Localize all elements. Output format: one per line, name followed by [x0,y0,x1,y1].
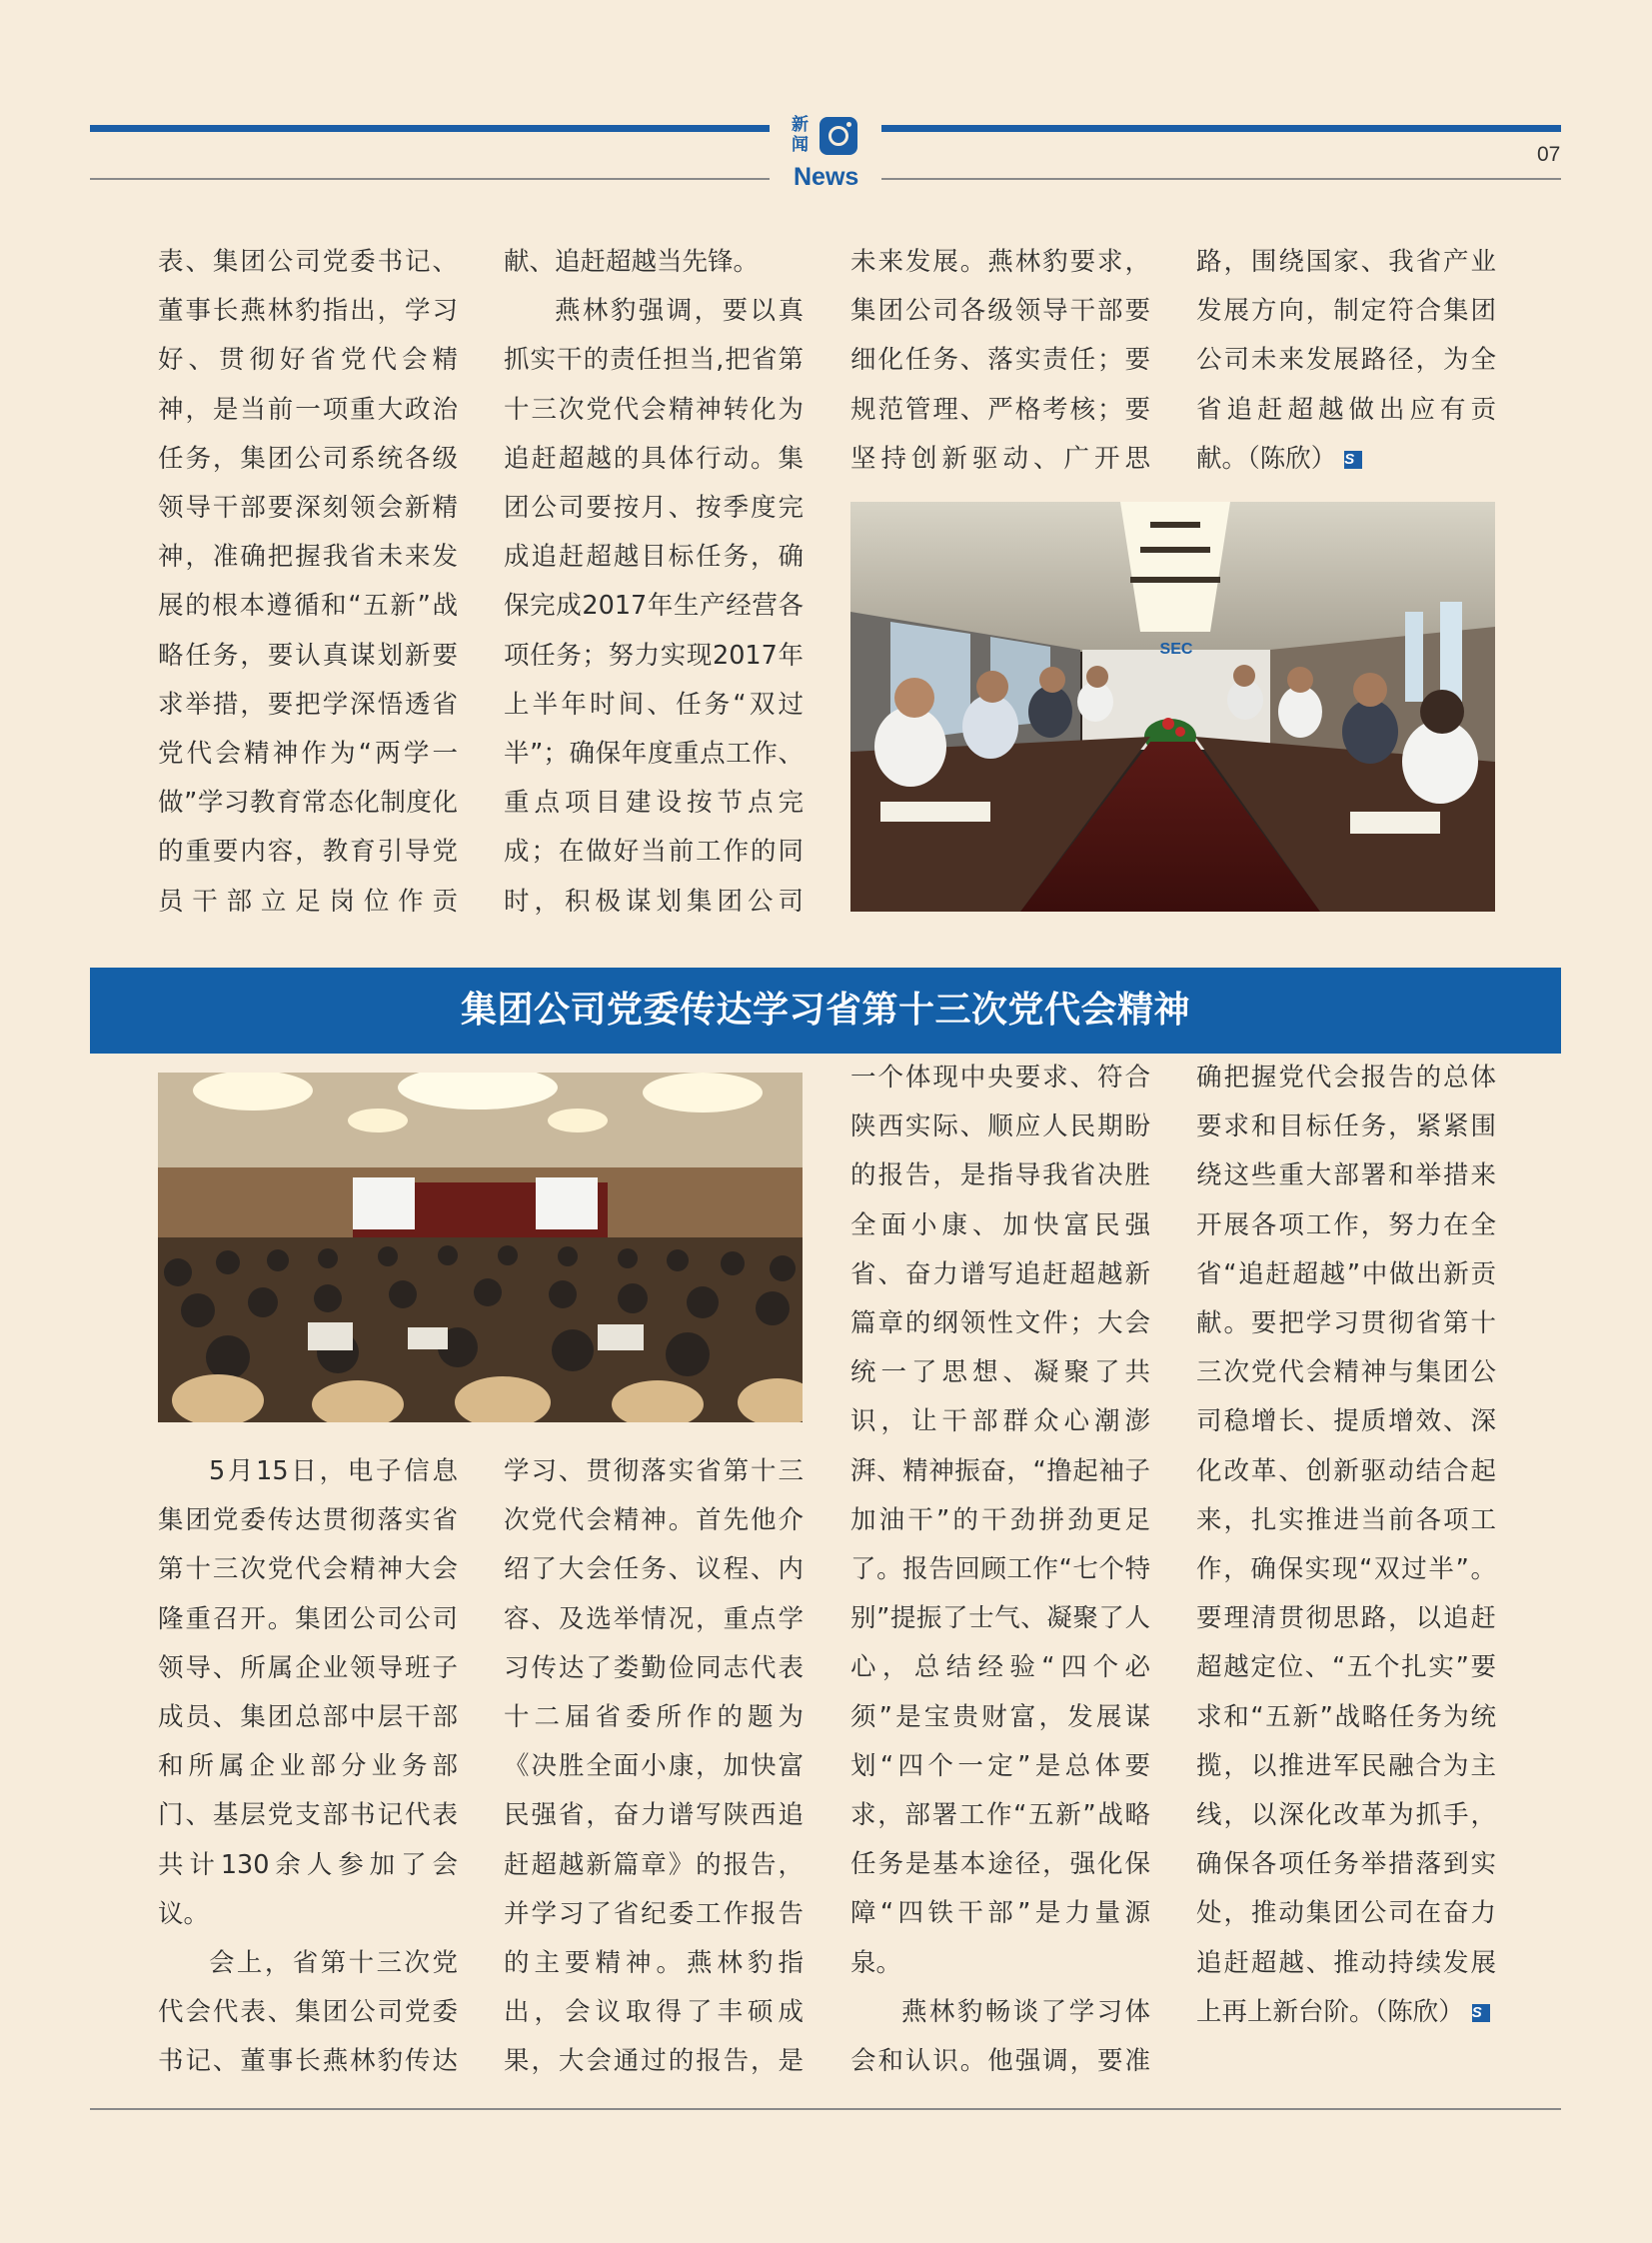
s-end-mark-icon: S [1344,451,1362,469]
article2-col4-span: 确把握党代会报告的总体要求和目标任务，紧紧围绕这些重大部署和举措来开展各项工作，努力在全省“追赶超越”中做出新贡献。要把学习贯彻省第十三次党代会精神与集团公司稳增长、提质增效、深化改革、创新驱动结合起来，扎实推进当前各项工作，确保实现“双过半”。要理清贯彻思路，以追赶超越定位、“五个扎实”要求和“五新”战略任务为统揽，以推进军民融合为主线，以深化改革为抓手，确保各项任务举措落到实处，推动集团公司在奋力追赶超越、推动持续发展上再上新台阶。（陈欣） [1196,1063,1496,2027]
footer-rule [90,2108,1561,2110]
article1-col4-text [1196,238,1496,484]
article1-col4-span: 路，围绕国家、我省产业发展方向，制定符合集团公司未来发展路径，为全省追赶超越做出应有贡献。（陈欣） [1196,247,1496,474]
news-logo [792,113,861,193]
page-number: 07 [1537,143,1561,166]
article2-col3-p2: 燕林豹畅谈了学习体会和认识。他强调，要准 [850,1996,1150,2077]
article1-col1-text: 表、集团公司党委书记、董事长燕林豹指出，学习好、贯彻好省党代会精神，是当前一项重大政治任务，集团公司系统各级领导干部要深刻领会新精神，准确把握我省未来发展的根本遵循和“五新”战略任务，要认真谋划新要求举措，要把学深悟透省党代会精神作为“两学一做”学习教育常态化制度化的重要内容，教育引导党员干部立足岗位作贡 [158,247,458,917]
article2-title-banner: 集团公司党委传达学习省第十三次党代会精神 [90,968,1561,1054]
article2-col4-text [1196,1054,1496,2037]
header-rule-right [881,125,1561,132]
header-thin-rule-left [90,178,770,180]
article1-column-2 [504,238,804,927]
article1-column-1 [158,238,458,927]
article1-column-4 [1196,238,1496,484]
header-thin-rule-right [881,178,1561,180]
auditorium-photo [158,1073,803,1422]
meeting-room-photo [850,502,1495,912]
article2-column-1 [158,1447,458,2087]
article2-column-2 [504,1447,804,2087]
article1-col2-p2: 燕林豹强调，要以真抓实干的责任担当,把省第十三次党代会精神转化为追赶超越的具体行动。集团公司要按月、按季度完成追赶超越目标任务，确保完成2017年生产经营各项任务；努力实现2017年上半年时间、任务“双过半”；确保年度重点工作、重点项目建设按节点完成；在做好当前工作的同时，积极谋划集团公司 [504,296,804,917]
camera-icon [820,117,857,155]
article2-col1-p2: 会上，省第十三次党代会代表、集团公司党委书记、董事长燕林豹传达 [158,1948,458,2077]
article2-column-4 [1196,1054,1496,2037]
logo-en-text: News [794,163,859,191]
article1-column-3 [850,238,1150,484]
sec-wall-sign: SEC [1159,641,1193,658]
header-rule-left [90,125,770,132]
article1-col2-p1: 献、追赶超越当先锋。 [504,247,760,277]
article1-col3-text: 未来发展。燕林豹要求，集团公司各级领导干部要细化任务、落实责任；要规范管理、严格考核；要坚持创新驱动、广开思 [850,247,1150,474]
article2-col2-text: 学习、贯彻落实省第十三次党代会精神。首先他介绍了大会任务、议程、内容、及选举情况，重点学习传达了娄勤俭同志代表十二届省委所作的题为《决胜全面小康，加快富民强省，奋力谱写陕西追赶超越新篇章》的报告，并学习了省纪委工作报告的主要精神。燕林豹指出，会议取得了丰硕成果，大会通过的报告，是 [504,1456,804,2077]
article2-col1-p1: 5月15日，电子信息集团党委传达贯彻落实省第十三次党代会精神大会隆重召开。集团公司公司领导、所属企业领导班子成员、集团总部中层干部和所属企业部分业务部门、基层党支部书记代表共计130余人参加了会议。 [158,1456,458,1929]
article2-col3-p1: 一个体现中央要求、符合陕西实际、顺应人民期盼的报告，是指导我省决胜全面小康、加快富民强省、奋力谱写追赶超越新篇章的纲领性文件；大会统一了思想、凝聚了共识，让干部群众心潮澎湃、精神振奋，“撸起袖子加油干”的干劲拼劲更足了。报告回顾工作“七个特别”提振了士气、凝聚了人心，总结经验“四个必须”是宝贵财富，发展谋划“四个一定”是总体要求，部署工作“五新”战略任务是基本途径，强化保障“四铁干部”是力量源泉。 [850,1063,1150,1978]
logo-cn-text: 新闻 [792,115,809,155]
s-end-mark-icon: S [1472,2004,1490,2022]
article2-column-3 [850,1054,1150,2086]
